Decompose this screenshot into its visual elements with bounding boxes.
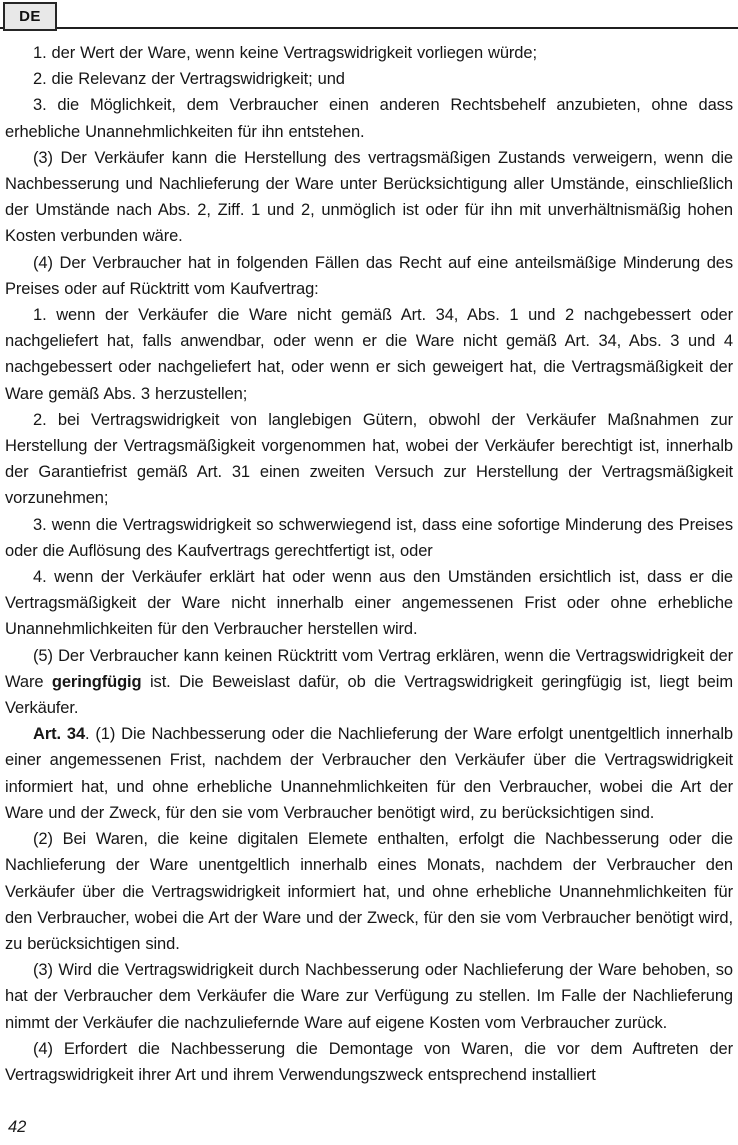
paragraph-text: 2. die Relevanz der Vertragswidrigkeit; und (33, 70, 345, 89)
paragraph-text: (4) Erfordert die Nachbesserung die Demontage von Waren, die vor dem Auftreten der Vertragswidrigkeit ihrer Art und ihrem Verwendungszweck entsprechend installiert (5, 1039, 733, 1084)
paragraph-text: ist. Die Beweislast dafür, ob die Vertragswidrigkeit geringfügig ist, liegt beim Verkäufer. (5, 672, 733, 718)
paragraph (5, 721, 733, 826)
paragraph-text: 1. wenn der Verkäufer die Ware nicht gemäß Art. 34, Abs. 1 und 2 nachgebessert oder nachgeliefert hat, falls anwendbar, oder wenn er die Ware nicht gemäß Art. 34, Abs. 3 und 4 nachgebessert oder nachgeliefert hat, oder wenn er sich geweigert hat, die Vertragsmäßigkeit der Ware gemäß Abs. 3 herzustellen; (5, 306, 733, 403)
paragraph (5, 1036, 733, 1088)
header-rule (0, 27, 738, 29)
paragraph (5, 250, 733, 302)
page-number: 42 (8, 1118, 27, 1136)
language-tab-de[interactable] (3, 2, 57, 31)
paragraph (5, 145, 733, 250)
paragraph (5, 92, 733, 144)
paragraph (5, 66, 733, 92)
paragraph-text: . (1) Die Nachbesserung oder die Nachlieferung der Ware erfolgt unentgeltlich innerhalb einer angemessenen Frist, nachdem der Verbraucher den Verkäufer über die Vertragswidrigkeit informiert hat, und ohne erhebliche Unannehmlichkeiten für den Verbraucher, wobei die Art der Ware und der Zweck, für den sie vom Verbraucher benötigt wird, zu berücksichtigen sind. (5, 725, 733, 822)
paragraph-text: 3. wenn die Vertragswidrigkeit so schwerwiegend ist, dass eine sofortige Minderung des Preises oder die Auflösung des Kaufvertrags gerechtfertigt ist, oder (5, 515, 733, 560)
paragraph-bold-text: geringfügig (51, 672, 142, 691)
paragraph (5, 564, 733, 643)
paragraph (5, 957, 733, 1036)
paragraph-text: (3) Wird die Vertragswidrigkeit durch Nachbesserung oder Nachlieferung der Ware behoben, so hat der Verbraucher dem Verkäufer die Ware zur Verfügung zu stellen. Im Falle der Nachlieferung nimmt der Verkäufer die nachzuliefernde Ware auf eigene Kosten vom Verbraucher zurück. (5, 961, 733, 1032)
paragraph (5, 826, 733, 957)
paragraph-text: 2. bei Vertragswidrigkeit von langlebigen Gütern, obwohl der Verkäufer Maßnahmen zur Herstellung der Vertragsmäßigkeit vorgenommen hat, wobei der Verkäufer berechtigt ist, innerhalb der Garantiefrist gemäß Art. 31 einen zweiten Versuch zur Herstellung der Vertragsmäßigkeit vorzunehmen; (5, 410, 733, 508)
paragraph (5, 643, 733, 722)
paragraph-text: (5) Der Verbraucher kann keinen Rücktritt vom Vertrag erklären, wenn die Vertragswidrigkeit der Ware (5, 646, 733, 691)
paragraph (5, 512, 733, 564)
paragraph (5, 302, 733, 407)
paragraph-text: (2) Bei Waren, die keine digitalen Elemete enthalten, erfolgt die Nachbesserung oder die Nachlieferung der Ware unentgeltlich innerhalb eines Monats, nachdem der Verbraucher den Verkäufer über die Vertragswidrigkeit informiert hat, und ohne erhebliche Unannehmlichkeiten für den Verbraucher, wobei die Art der Ware und der Zweck, für den sie vom Verbraucher benötigt wird, zu berücksichtigen sind. (5, 830, 733, 953)
paragraph-text: (3) Der Verkäufer kann die Herstellung des vertragsmäßigen Zustands verweigern, wenn die Nachbesserung und Nachlieferung der Ware unter Berücksichtigung aller Umstände, einschließlich der Umstände nach Abs. 2, Ziff. 1 und 2, unmöglich ist oder für ihn mit unverhältnismäßig hohen Kosten verbunden wäre. (5, 148, 733, 246)
paragraph-text: 4. wenn der Verkäufer erklärt hat oder wenn aus den Umständen ersichtlich ist, dass er die Vertragsmäßigkeit der Ware nicht innerhalb einer angemessenen Frist oder ohne erhebliche Unannehmlichkeiten für den Verbraucher herstellen wird. (5, 568, 733, 639)
language-tab-label: DE (19, 8, 41, 25)
paragraph-text: (4) Der Verbraucher hat in folgenden Fällen das Recht auf eine anteilsmäßige Minderung des Preises oder auf Rücktritt vom Kaufvertrag: (5, 253, 733, 298)
paragraph-bold-text: Art. 34 (33, 725, 86, 744)
paragraph-text: 3. die Möglichkeit, dem Verbraucher einen anderen Rechtsbehelf anzubieten, ohne dass erhebliche Unannehmlichkeiten für ihn entstehen. (5, 96, 733, 141)
document-body (5, 40, 733, 1116)
paragraph (5, 407, 733, 512)
paragraph-text: 1. der Wert der Ware, wenn keine Vertragswidrigkeit vorliegen würde; (33, 44, 537, 62)
paragraph (5, 40, 733, 66)
